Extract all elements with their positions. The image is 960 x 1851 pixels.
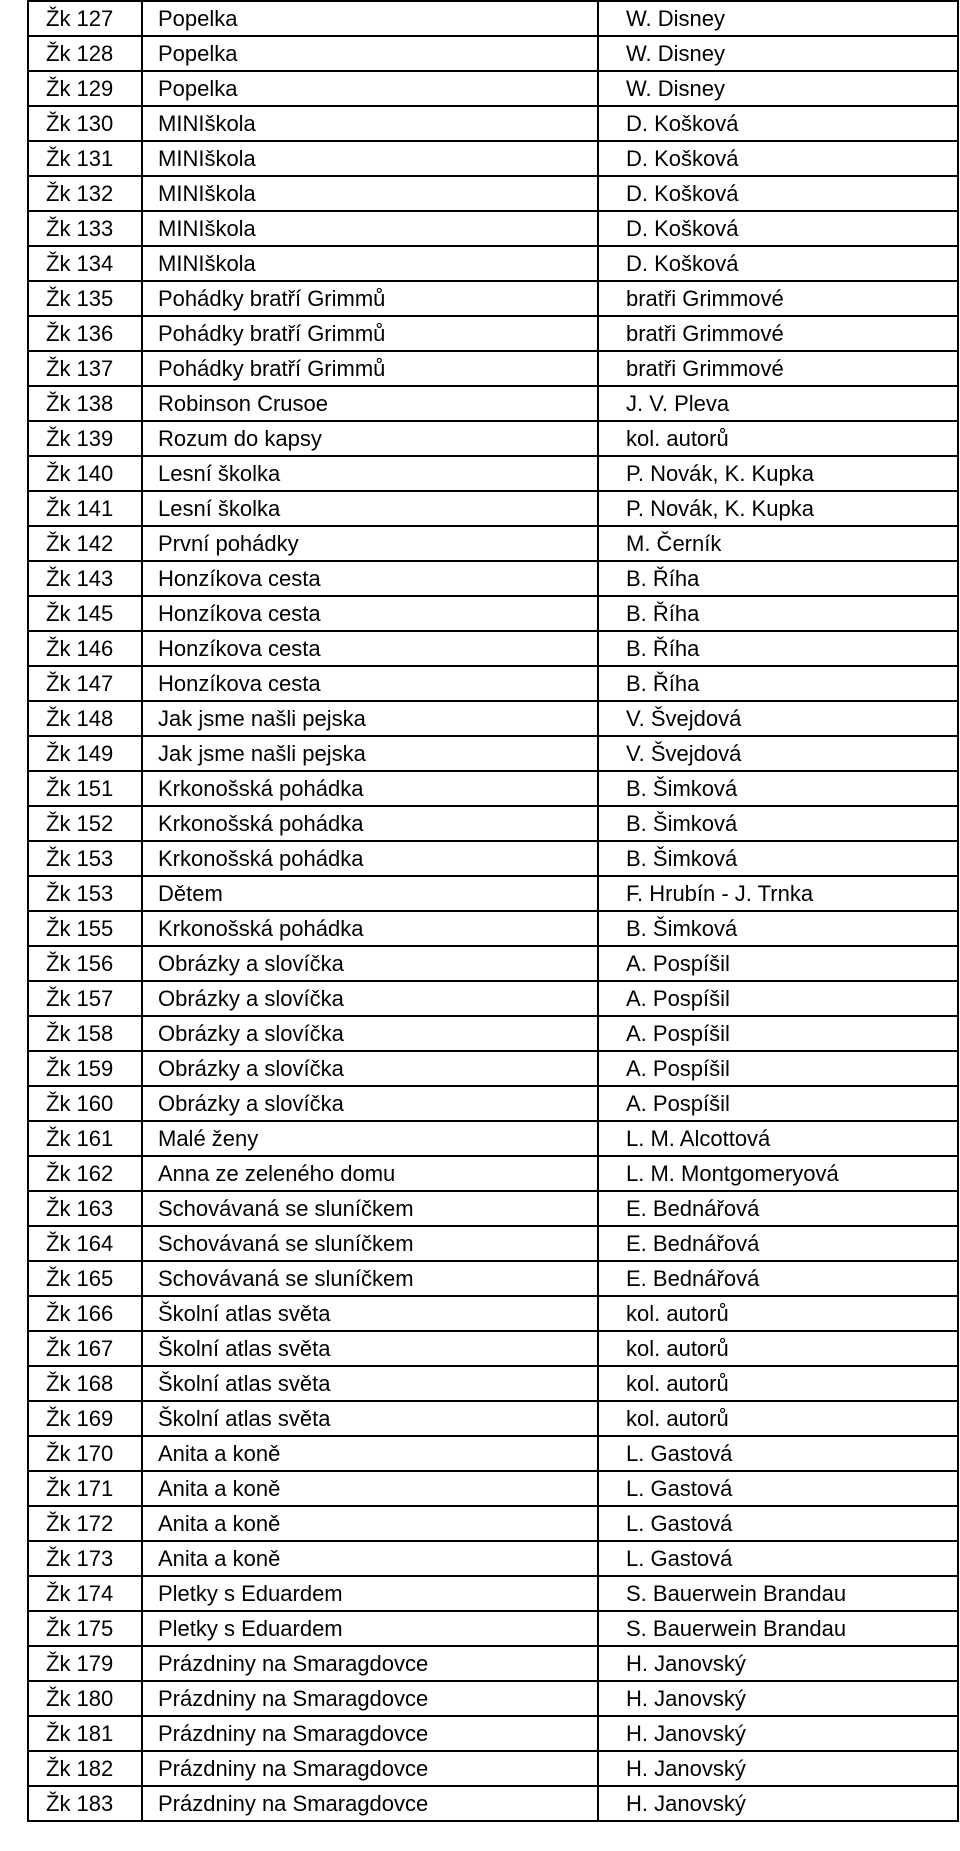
- table-row: [28, 71, 958, 106]
- author-cell: E. Bednářová: [598, 1261, 958, 1296]
- book-title-cell: Lesní školka: [142, 456, 598, 491]
- inventory-number-cell: Žk 179: [28, 1646, 142, 1681]
- inventory-number-cell: Žk 146: [28, 631, 142, 666]
- inventory-number-cell: Žk 139: [28, 421, 142, 456]
- author-cell: W. Disney: [598, 36, 958, 71]
- inventory-number-cell: Žk 145: [28, 596, 142, 631]
- table-row: [28, 946, 958, 981]
- inventory-number-cell: Žk 131: [28, 141, 142, 176]
- book-title-cell: Pohádky bratří Grimmů: [142, 351, 598, 386]
- table-row: [28, 771, 958, 806]
- author-cell: bratři Grimmové: [598, 316, 958, 351]
- book-title-cell: Krkonošská pohádka: [142, 841, 598, 876]
- table-row: [28, 1786, 958, 1821]
- author-cell: bratři Grimmové: [598, 351, 958, 386]
- table-row: [28, 1226, 958, 1261]
- author-cell: A. Pospíšil: [598, 1086, 958, 1121]
- inventory-number-cell: Žk 170: [28, 1436, 142, 1471]
- book-title-cell: Popelka: [142, 1, 598, 36]
- book-title-cell: Prázdniny na Smaragdovce: [142, 1786, 598, 1821]
- table-row: [28, 1611, 958, 1646]
- table-row: [28, 246, 958, 281]
- author-cell: kol. autorů: [598, 421, 958, 456]
- inventory-number-cell: Žk 157: [28, 981, 142, 1016]
- author-cell: A. Pospíšil: [598, 1016, 958, 1051]
- author-cell: D. Košková: [598, 211, 958, 246]
- table-row: [28, 666, 958, 701]
- author-cell: B. Říha: [598, 596, 958, 631]
- inventory-number-cell: Žk 182: [28, 1751, 142, 1786]
- table-row: [28, 596, 958, 631]
- inventory-number-cell: Žk 132: [28, 176, 142, 211]
- book-title-cell: Honzíkova cesta: [142, 666, 598, 701]
- author-cell: S. Bauerwein Brandau: [598, 1611, 958, 1646]
- author-cell: W. Disney: [598, 71, 958, 106]
- table-row: [28, 1121, 958, 1156]
- book-title-cell: MINIškola: [142, 141, 598, 176]
- book-title-cell: Školní atlas světa: [142, 1366, 598, 1401]
- book-title-cell: Anita a koně: [142, 1471, 598, 1506]
- author-cell: B. Říha: [598, 666, 958, 701]
- table-row: [28, 736, 958, 771]
- inventory-number-cell: Žk 138: [28, 386, 142, 421]
- table-row: [28, 1471, 958, 1506]
- book-title-cell: Krkonošská pohádka: [142, 911, 598, 946]
- table-row: [28, 1436, 958, 1471]
- table-row: [28, 1506, 958, 1541]
- table-row: [28, 1016, 958, 1051]
- table-row: [28, 1716, 958, 1751]
- table-row: [28, 526, 958, 561]
- book-title-cell: Anita a koně: [142, 1436, 598, 1471]
- author-cell: D. Košková: [598, 141, 958, 176]
- book-title-cell: MINIškola: [142, 176, 598, 211]
- inventory-number-cell: Žk 158: [28, 1016, 142, 1051]
- inventory-number-cell: Žk 183: [28, 1786, 142, 1821]
- table-row: [28, 1261, 958, 1296]
- author-cell: S. Bauerwein Brandau: [598, 1576, 958, 1611]
- book-inventory-table: [27, 0, 959, 1822]
- inventory-number-cell: Žk 164: [28, 1226, 142, 1261]
- author-cell: H. Janovský: [598, 1681, 958, 1716]
- book-title-cell: Anita a koně: [142, 1541, 598, 1576]
- table-body: [28, 1, 958, 1821]
- book-title-cell: Pletky s Eduardem: [142, 1611, 598, 1646]
- table-row: [28, 701, 958, 736]
- author-cell: D. Košková: [598, 176, 958, 211]
- book-title-cell: Schovávaná se sluníčkem: [142, 1226, 598, 1261]
- inventory-number-cell: Žk 161: [28, 1121, 142, 1156]
- book-title-cell: Honzíkova cesta: [142, 596, 598, 631]
- table-row: [28, 1156, 958, 1191]
- author-cell: P. Novák, K. Kupka: [598, 491, 958, 526]
- inventory-number-cell: Žk 181: [28, 1716, 142, 1751]
- table-row: [28, 981, 958, 1016]
- inventory-number-cell: Žk 162: [28, 1156, 142, 1191]
- inventory-number-cell: Žk 143: [28, 561, 142, 596]
- inventory-number-cell: Žk 169: [28, 1401, 142, 1436]
- book-title-cell: Krkonošská pohádka: [142, 771, 598, 806]
- author-cell: B. Říha: [598, 561, 958, 596]
- table-row: [28, 316, 958, 351]
- table-row: [28, 911, 958, 946]
- book-title-cell: Schovávaná se sluníčkem: [142, 1261, 598, 1296]
- table-row: [28, 421, 958, 456]
- inventory-number-cell: Žk 160: [28, 1086, 142, 1121]
- author-cell: V. Švejdová: [598, 701, 958, 736]
- table-row: [28, 1331, 958, 1366]
- table-row: [28, 211, 958, 246]
- inventory-number-cell: Žk 134: [28, 246, 142, 281]
- author-cell: E. Bednářová: [598, 1191, 958, 1226]
- inventory-number-cell: Žk 171: [28, 1471, 142, 1506]
- inventory-number-cell: Žk 141: [28, 491, 142, 526]
- table-row: [28, 1086, 958, 1121]
- table-row: [28, 491, 958, 526]
- inventory-number-cell: Žk 129: [28, 71, 142, 106]
- book-title-cell: Prázdniny na Smaragdovce: [142, 1716, 598, 1751]
- inventory-number-cell: Žk 142: [28, 526, 142, 561]
- table-row: [28, 841, 958, 876]
- author-cell: D. Košková: [598, 106, 958, 141]
- table-row: [28, 1541, 958, 1576]
- author-cell: L. M. Alcottová: [598, 1121, 958, 1156]
- table-row: [28, 806, 958, 841]
- author-cell: A. Pospíšil: [598, 1051, 958, 1086]
- author-cell: A. Pospíšil: [598, 981, 958, 1016]
- inventory-number-cell: Žk 159: [28, 1051, 142, 1086]
- author-cell: kol. autorů: [598, 1331, 958, 1366]
- author-cell: L. Gastová: [598, 1506, 958, 1541]
- author-cell: bratři Grimmové: [598, 281, 958, 316]
- inventory-number-cell: Žk 153: [28, 876, 142, 911]
- book-title-cell: Pletky s Eduardem: [142, 1576, 598, 1611]
- inventory-number-cell: Žk 128: [28, 36, 142, 71]
- book-title-cell: Obrázky a slovíčka: [142, 1086, 598, 1121]
- author-cell: H. Janovský: [598, 1786, 958, 1821]
- author-cell: M. Černík: [598, 526, 958, 561]
- book-title-cell: Anita a koně: [142, 1506, 598, 1541]
- author-cell: B. Šimková: [598, 841, 958, 876]
- inventory-number-cell: Žk 153: [28, 841, 142, 876]
- book-title-cell: Popelka: [142, 71, 598, 106]
- table-row: [28, 1751, 958, 1786]
- author-cell: L. Gastová: [598, 1471, 958, 1506]
- table-row: [28, 1296, 958, 1331]
- book-title-cell: Obrázky a slovíčka: [142, 981, 598, 1016]
- book-title-cell: Lesní školka: [142, 491, 598, 526]
- book-title-cell: MINIškola: [142, 246, 598, 281]
- book-title-cell: Prázdniny na Smaragdovce: [142, 1646, 598, 1681]
- inventory-number-cell: Žk 133: [28, 211, 142, 246]
- author-cell: E. Bednářová: [598, 1226, 958, 1261]
- inventory-number-cell: Žk 163: [28, 1191, 142, 1226]
- inventory-number-cell: Žk 135: [28, 281, 142, 316]
- author-cell: F. Hrubín - J. Trnka: [598, 876, 958, 911]
- table-row: [28, 1681, 958, 1716]
- table-row: [28, 456, 958, 491]
- inventory-number-cell: Žk 165: [28, 1261, 142, 1296]
- book-title-cell: Popelka: [142, 36, 598, 71]
- inventory-number-cell: Žk 149: [28, 736, 142, 771]
- table-row: [28, 386, 958, 421]
- inventory-number-cell: Žk 168: [28, 1366, 142, 1401]
- table-row: [28, 351, 958, 386]
- author-cell: L. M. Montgomeryová: [598, 1156, 958, 1191]
- table-row: [28, 141, 958, 176]
- table-row: [28, 876, 958, 911]
- book-title-cell: Školní atlas světa: [142, 1331, 598, 1366]
- book-title-cell: Obrázky a slovíčka: [142, 946, 598, 981]
- book-title-cell: Robinson Crusoe: [142, 386, 598, 421]
- author-cell: B. Říha: [598, 631, 958, 666]
- table-row: [28, 1576, 958, 1611]
- inventory-number-cell: Žk 180: [28, 1681, 142, 1716]
- inventory-number-cell: Žk 137: [28, 351, 142, 386]
- inventory-number-cell: Žk 156: [28, 946, 142, 981]
- inventory-number-cell: Žk 148: [28, 701, 142, 736]
- table-row: [28, 1051, 958, 1086]
- inventory-number-cell: Žk 175: [28, 1611, 142, 1646]
- inventory-number-cell: Žk 130: [28, 106, 142, 141]
- table-row: [28, 176, 958, 211]
- table-row: [28, 1366, 958, 1401]
- book-title-cell: Školní atlas světa: [142, 1401, 598, 1436]
- book-title-cell: Dětem: [142, 876, 598, 911]
- book-title-cell: Školní atlas světa: [142, 1296, 598, 1331]
- table-row: [28, 281, 958, 316]
- table-row: [28, 1, 958, 36]
- inventory-number-cell: Žk 147: [28, 666, 142, 701]
- book-title-cell: Pohádky bratří Grimmů: [142, 281, 598, 316]
- book-title-cell: Jak jsme našli pejska: [142, 736, 598, 771]
- inventory-number-cell: Žk 173: [28, 1541, 142, 1576]
- book-title-cell: Obrázky a slovíčka: [142, 1016, 598, 1051]
- inventory-number-cell: Žk 140: [28, 456, 142, 491]
- book-title-cell: Obrázky a slovíčka: [142, 1051, 598, 1086]
- author-cell: P. Novák, K. Kupka: [598, 456, 958, 491]
- inventory-number-cell: Žk 167: [28, 1331, 142, 1366]
- book-title-cell: MINIškola: [142, 211, 598, 246]
- table-row: [28, 1191, 958, 1226]
- book-title-cell: MINIškola: [142, 106, 598, 141]
- author-cell: B. Šimková: [598, 806, 958, 841]
- book-title-cell: Rozum do kapsy: [142, 421, 598, 456]
- author-cell: B. Šimková: [598, 771, 958, 806]
- author-cell: D. Košková: [598, 246, 958, 281]
- book-title-cell: Jak jsme našli pejska: [142, 701, 598, 736]
- inventory-number-cell: Žk 174: [28, 1576, 142, 1611]
- author-cell: A. Pospíšil: [598, 946, 958, 981]
- book-title-cell: Pohádky bratří Grimmů: [142, 316, 598, 351]
- inventory-number-cell: Žk 172: [28, 1506, 142, 1541]
- book-title-cell: Honzíkova cesta: [142, 631, 598, 666]
- book-title-cell: Schovávaná se sluníčkem: [142, 1191, 598, 1226]
- table-row: [28, 106, 958, 141]
- table-row: [28, 1401, 958, 1436]
- author-cell: L. Gastová: [598, 1436, 958, 1471]
- author-cell: kol. autorů: [598, 1296, 958, 1331]
- author-cell: H. Janovský: [598, 1646, 958, 1681]
- book-title-cell: Honzíkova cesta: [142, 561, 598, 596]
- author-cell: H. Janovský: [598, 1751, 958, 1786]
- inventory-number-cell: Žk 166: [28, 1296, 142, 1331]
- book-title-cell: První pohádky: [142, 526, 598, 561]
- book-title-cell: Krkonošská pohádka: [142, 806, 598, 841]
- author-cell: V. Švejdová: [598, 736, 958, 771]
- author-cell: W. Disney: [598, 1, 958, 36]
- book-title-cell: Malé ženy: [142, 1121, 598, 1156]
- author-cell: J. V. Pleva: [598, 386, 958, 421]
- inventory-number-cell: Žk 151: [28, 771, 142, 806]
- inventory-number-cell: Žk 152: [28, 806, 142, 841]
- inventory-number-cell: Žk 127: [28, 1, 142, 36]
- table-row: [28, 631, 958, 666]
- table-row: [28, 36, 958, 71]
- table-row: [28, 1646, 958, 1681]
- book-title-cell: Prázdniny na Smaragdovce: [142, 1681, 598, 1716]
- inventory-number-cell: Žk 155: [28, 911, 142, 946]
- inventory-number-cell: Žk 136: [28, 316, 142, 351]
- author-cell: kol. autorů: [598, 1366, 958, 1401]
- author-cell: B. Šimková: [598, 911, 958, 946]
- table-row: [28, 561, 958, 596]
- author-cell: L. Gastová: [598, 1541, 958, 1576]
- book-title-cell: Prázdniny na Smaragdovce: [142, 1751, 598, 1786]
- book-title-cell: Anna ze zeleného domu: [142, 1156, 598, 1191]
- author-cell: H. Janovský: [598, 1716, 958, 1751]
- author-cell: kol. autorů: [598, 1401, 958, 1436]
